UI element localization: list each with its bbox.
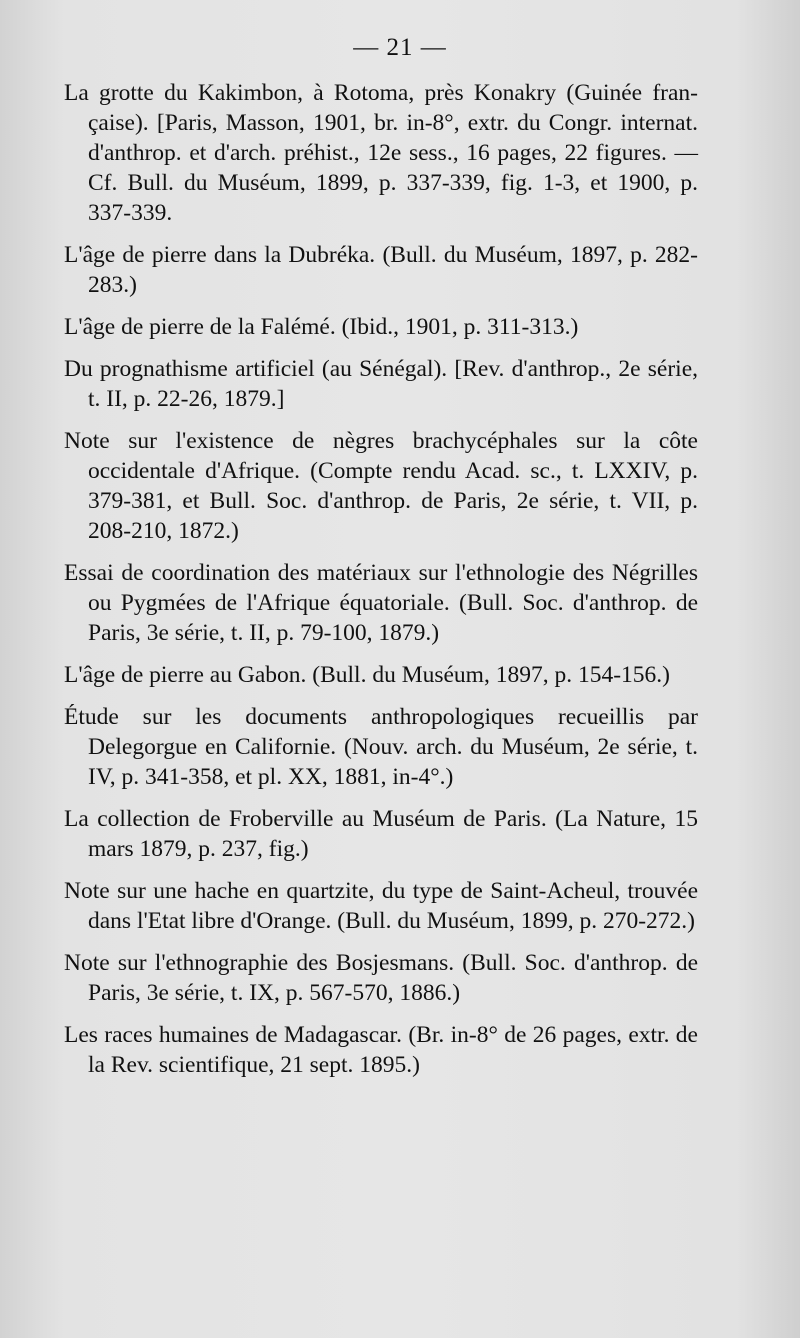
entry-title: Note sur l'ethnographie des Bosjesmans.	[64, 950, 455, 976]
bibliography-entry	[64, 240, 698, 300]
entry-title: Note sur l'existence de nègres brachycéphales sur la côte occidentale d'Afrique.	[64, 428, 698, 484]
bibliography-list	[64, 78, 698, 1092]
entry-title: L'âge de pierre dans la Dubréka.	[64, 242, 376, 268]
page-number: — 21 —	[353, 34, 447, 61]
bibliography-entry	[64, 354, 698, 414]
entry-reference: (Bull. du Muséum, 1897, p. 154-156.)	[312, 662, 670, 688]
entry-title: La grotte du Kakimbon, à Rotoma, près Konakry (Guinée fran-çaise).	[64, 80, 698, 136]
entry-reference: (Br. in-8° de 26 pages, extr. de la Rev. scientifique, 21 sept. 1895.)	[88, 1022, 698, 1078]
bibliography-entry	[64, 702, 698, 792]
bibliography-entry	[64, 1020, 698, 1080]
entry-title: Les races humaines de Madagascar.	[64, 1022, 402, 1048]
bibliography-entry	[64, 876, 698, 936]
entry-title: Note sur une hache en quartzite, du type de Saint-Acheul, trouvée dans l'Etat libre d'Orange.	[64, 878, 698, 934]
entry-title: Étude sur les documents anthropologiques recueillis par Delegorgue en Californie.	[64, 704, 698, 760]
entry-reference: (La Nature, 15 mars 1879, p. 237, fig.)	[88, 806, 698, 862]
bibliography-entry	[64, 312, 698, 342]
entry-reference: (Nouv. arch. du Muséum, 2e série, t. IV, p. 341-358, et pl. XX, 1881, in-4°.)	[88, 734, 698, 790]
entry-title: Du prognathisme artificiel (au Sénégal).	[64, 356, 448, 382]
entry-title: La collection de Froberville au Muséum de Paris.	[64, 806, 547, 832]
entry-reference: (Bull. Soc. d'anthrop. de Paris, 3e série, t. II, p. 79-100, 1879.)	[88, 590, 698, 646]
entry-reference: (Bull. Soc. d'anthrop. de Paris, 3e série, t. IX, p. 567-570, 1886.)	[88, 950, 699, 1006]
entry-title: L'âge de pierre au Gabon.	[64, 662, 307, 688]
bibliography-entry	[64, 426, 698, 546]
entry-reference: (Bull. du Muséum, 1897, p. 282-283.)	[88, 242, 699, 298]
entry-title: L'âge de pierre de la Falémé.	[64, 314, 336, 340]
bibliography-entry	[64, 558, 698, 648]
bibliography-entry	[64, 804, 698, 864]
bibliography-entry	[64, 948, 698, 1008]
entry-reference: [Paris, Masson, 1901, br. in-8°, extr. du Congr. internat. d'anthrop. et d'arch. préhist., 12e sess., 16 pages, 22 figures. — Cf. Bull. du Muséum, 1899, p. 337-339, fig. 1-3, et 1900, p. 337-339.	[88, 110, 698, 226]
entry-reference: (Bull. du Muséum, 1899, p. 270-272.)	[337, 908, 695, 934]
entry-reference: (Ibid., 1901, p. 311-313.)	[341, 314, 579, 340]
entry-reference: (Compte rendu Acad. sc., t. LXXIV, p. 379-381, et Bull. Soc. d'anthrop. de Paris, 2e série, t. VII, p. 208-210, 1872.)	[88, 458, 698, 544]
entry-reference: [Rev. d'anthrop., 2e série, t. II, p. 22-26, 1879.]	[88, 356, 699, 412]
bibliography-entry	[64, 660, 698, 690]
entry-title: Essai de coordination des matériaux sur l'ethnologie des Négrilles ou Pygmées de l'Afrique équatoriale.	[64, 560, 698, 616]
bibliography-entry	[64, 78, 698, 228]
